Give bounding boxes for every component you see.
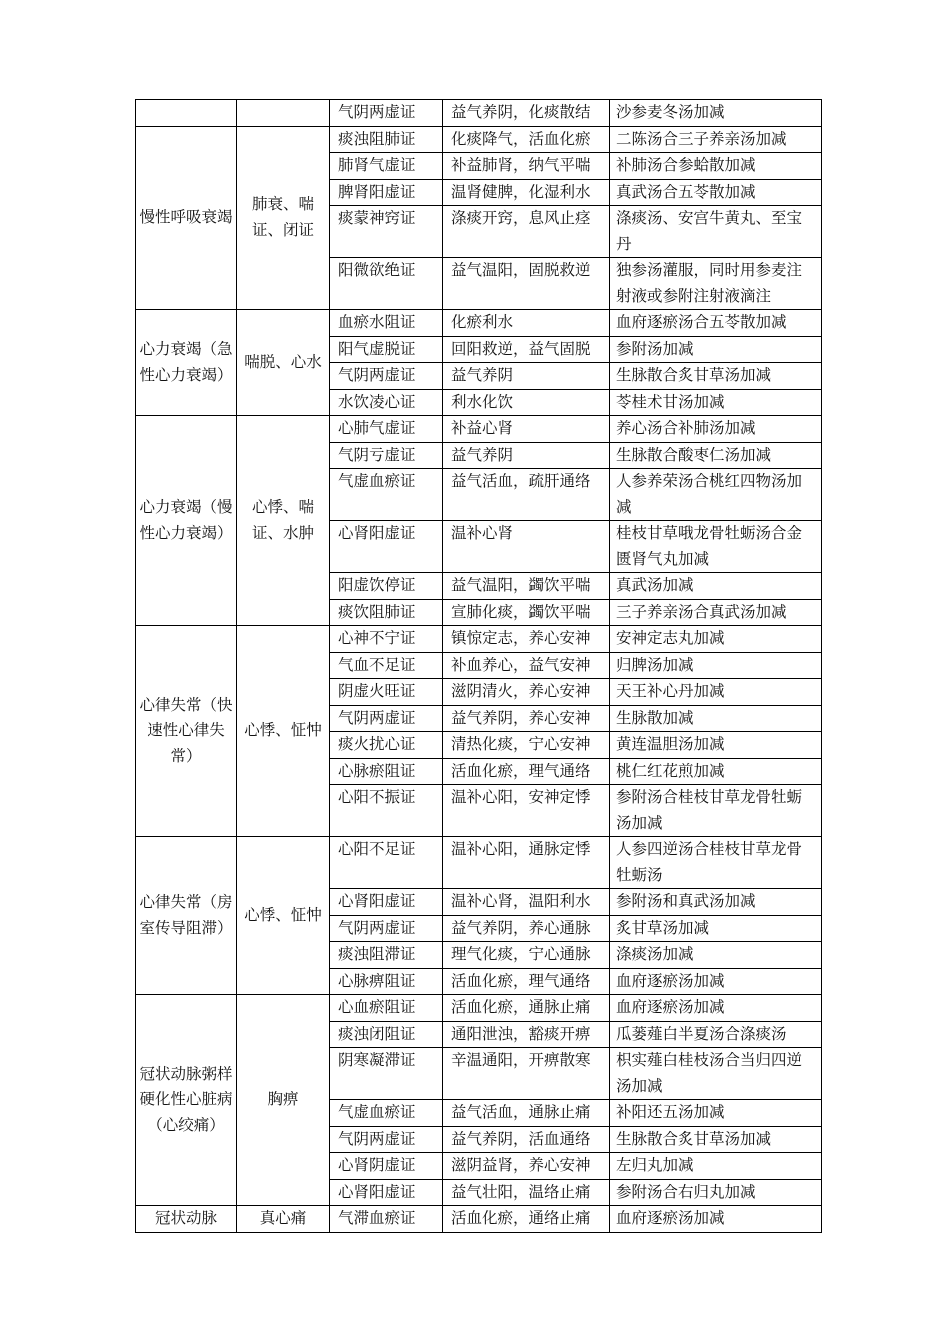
table-body: [136, 100, 822, 1233]
tcm-category-cell: 肺衰、喘证、闭证: [237, 126, 330, 310]
table-row: [136, 626, 822, 653]
treatment-method-cell: 益气温阳，固脱救逆: [443, 258, 610, 310]
tcm-category-cell: 心悸、怔忡: [237, 626, 330, 837]
syndrome-type-cell: 心脉痹阻证: [330, 968, 443, 995]
treatment-method-cell: 益气养阴: [443, 363, 610, 390]
prescription-cell: 天王补心丹加减: [610, 679, 822, 706]
table-row: [136, 126, 822, 153]
treatment-method-cell: 补血养心，益气安神: [443, 652, 610, 679]
syndrome-type-cell: 阴寒凝滞证: [330, 1048, 443, 1100]
prescription-cell: 沙参麦冬汤加减: [610, 100, 822, 127]
prescription-cell: 涤痰汤加减: [610, 942, 822, 969]
tcm-syndrome-table: [135, 99, 822, 1233]
disease-cell: [136, 100, 237, 127]
prescription-cell: 桃仁红花煎加减: [610, 758, 822, 785]
prescription-cell: 生脉散合酸枣仁汤加减: [610, 442, 822, 469]
treatment-method-cell: 益气温阳，蠲饮平喘: [443, 573, 610, 600]
treatment-method-cell: 益气活血，通脉止痛: [443, 1100, 610, 1127]
prescription-cell: 血府逐瘀汤加减: [610, 1206, 822, 1233]
syndrome-type-cell: 阴虚火旺证: [330, 679, 443, 706]
syndrome-type-cell: 气阴两虚证: [330, 100, 443, 127]
table-row: [136, 416, 822, 443]
syndrome-type-cell: 心阳不振证: [330, 785, 443, 837]
treatment-method-cell: 活血化瘀，通络止痛: [443, 1206, 610, 1233]
syndrome-type-cell: 血瘀水阻证: [330, 310, 443, 337]
syndrome-type-cell: 气滞血瘀证: [330, 1206, 443, 1233]
treatment-method-cell: 补益肺肾，纳气平喘: [443, 153, 610, 180]
treatment-method-cell: 利水化饮: [443, 389, 610, 416]
prescription-cell: 涤痰汤、安宫牛黄丸、至宝丹: [610, 206, 822, 258]
syndrome-type-cell: 痰蒙神窍证: [330, 206, 443, 258]
syndrome-type-cell: 气虚血瘀证: [330, 1100, 443, 1127]
syndrome-type-cell: 心脉瘀阻证: [330, 758, 443, 785]
disease-cell: 心律失常（快速性心律失常）: [136, 626, 237, 837]
prescription-cell: 安神定志丸加减: [610, 626, 822, 653]
treatment-method-cell: 回阳救逆，益气固脱: [443, 336, 610, 363]
prescription-cell: 生脉散合炙甘草汤加减: [610, 1126, 822, 1153]
treatment-method-cell: 通阳泄浊，豁痰开痹: [443, 1021, 610, 1048]
disease-cell: 心力衰竭（急性心力衰竭）: [136, 310, 237, 416]
syndrome-type-cell: 脾肾阳虚证: [330, 179, 443, 206]
treatment-method-cell: 温补心阳，安神定悸: [443, 785, 610, 837]
prescription-cell: 人参四逆汤合桂枝甘草龙骨牡蛎汤: [610, 837, 822, 889]
tcm-category-cell: 胸痹: [237, 995, 330, 1206]
treatment-method-cell: 温补心肾，温阳利水: [443, 889, 610, 916]
table-row: [136, 995, 822, 1022]
syndrome-type-cell: 心血瘀阻证: [330, 995, 443, 1022]
syndrome-type-cell: 气阴两虚证: [330, 705, 443, 732]
table-row: [136, 100, 822, 127]
prescription-cell: 二陈汤合三子养亲汤加减: [610, 126, 822, 153]
syndrome-type-cell: 心肾阳虚证: [330, 521, 443, 573]
treatment-method-cell: 温补心阳，通脉定悸: [443, 837, 610, 889]
treatment-method-cell: 辛温通阳，开痹散寒: [443, 1048, 610, 1100]
treatment-method-cell: 清热化痰，宁心安神: [443, 732, 610, 759]
syndrome-type-cell: 肺肾气虚证: [330, 153, 443, 180]
syndrome-type-cell: 气阴两虚证: [330, 915, 443, 942]
treatment-method-cell: 补益心肾: [443, 416, 610, 443]
syndrome-type-cell: 痰饮阻肺证: [330, 599, 443, 626]
syndrome-type-cell: 气血不足证: [330, 652, 443, 679]
syndrome-type-cell: 心肺气虚证: [330, 416, 443, 443]
prescription-cell: 真武汤合五苓散加减: [610, 179, 822, 206]
prescription-cell: 枳实薤白桂枝汤合当归四逆汤加减: [610, 1048, 822, 1100]
treatment-method-cell: 滋阴益肾，养心安神: [443, 1153, 610, 1180]
disease-cell: 心力衰竭（慢性心力衰竭）: [136, 416, 237, 626]
prescription-cell: 三子养亲汤合真武汤加减: [610, 599, 822, 626]
disease-cell: 冠状动脉粥样硬化性心脏病（心绞痛）: [136, 995, 237, 1206]
syndrome-type-cell: 气虚血瘀证: [330, 469, 443, 521]
prescription-cell: 血府逐瘀汤合五苓散加减: [610, 310, 822, 337]
table-row: [136, 1206, 822, 1233]
syndrome-type-cell: 心肾阳虚证: [330, 1179, 443, 1206]
treatment-method-cell: 理气化痰，宁心通脉: [443, 942, 610, 969]
tcm-category-cell: 心悸、怔忡: [237, 837, 330, 995]
syndrome-type-cell: 痰浊闭阻证: [330, 1021, 443, 1048]
treatment-method-cell: 益气养阴，化痰散结: [443, 100, 610, 127]
prescription-cell: 炙甘草汤加减: [610, 915, 822, 942]
prescription-cell: 补肺汤合参蛤散加减: [610, 153, 822, 180]
treatment-method-cell: 益气壮阳，温络止痛: [443, 1179, 610, 1206]
treatment-method-cell: 滋阴清火，养心安神: [443, 679, 610, 706]
prescription-cell: 归脾汤加减: [610, 652, 822, 679]
prescription-cell: 参附汤加减: [610, 336, 822, 363]
treatment-method-cell: 化瘀利水: [443, 310, 610, 337]
syndrome-type-cell: 心阳不足证: [330, 837, 443, 889]
syndrome-type-cell: 痰火扰心证: [330, 732, 443, 759]
syndrome-type-cell: 气阴两虚证: [330, 363, 443, 390]
treatment-method-cell: 活血化瘀，理气通络: [443, 968, 610, 995]
syndrome-type-cell: 水饮凌心证: [330, 389, 443, 416]
tcm-category-cell: 心悸、喘证、水肿: [237, 416, 330, 626]
treatment-method-cell: 化痰降气，活血化瘀: [443, 126, 610, 153]
syndrome-type-cell: 阳气虚脱证: [330, 336, 443, 363]
table-row: [136, 310, 822, 337]
treatment-method-cell: 益气养阴，养心通脉: [443, 915, 610, 942]
prescription-cell: 生脉散加减: [610, 705, 822, 732]
tcm-category-cell: [237, 100, 330, 127]
prescription-cell: 血府逐瘀汤加减: [610, 995, 822, 1022]
treatment-method-cell: 宣肺化痰，蠲饮平喘: [443, 599, 610, 626]
prescription-cell: 补阳还五汤加减: [610, 1100, 822, 1127]
treatment-method-cell: 温补心肾: [443, 521, 610, 573]
table-row: [136, 837, 822, 889]
prescription-cell: 左归丸加减: [610, 1153, 822, 1180]
treatment-method-cell: 益气活血，疏肝通络: [443, 469, 610, 521]
prescription-cell: 参附汤合右归丸加减: [610, 1179, 822, 1206]
syndrome-type-cell: 气阴两虚证: [330, 1126, 443, 1153]
treatment-method-cell: 镇惊定志，养心安神: [443, 626, 610, 653]
syndrome-type-cell: 气阴亏虚证: [330, 442, 443, 469]
prescription-cell: 瓜蒌薤白半夏汤合涤痰汤: [610, 1021, 822, 1048]
prescription-cell: 独参汤灌服，同时用参麦注射液或参附注射液滴注: [610, 258, 822, 310]
disease-cell: 心律失常（房室传导阻滞）: [136, 837, 237, 995]
syndrome-type-cell: 心肾阳虚证: [330, 889, 443, 916]
syndrome-type-cell: 痰浊阻肺证: [330, 126, 443, 153]
syndrome-type-cell: 阳虚饮停证: [330, 573, 443, 600]
syndrome-type-cell: 阳微欲绝证: [330, 258, 443, 310]
prescription-cell: 苓桂术甘汤加减: [610, 389, 822, 416]
syndrome-type-cell: 心肾阴虚证: [330, 1153, 443, 1180]
prescription-cell: 参附汤和真武汤加减: [610, 889, 822, 916]
treatment-method-cell: 温肾健脾，化湿利水: [443, 179, 610, 206]
syndrome-type-cell: 心神不宁证: [330, 626, 443, 653]
syndrome-type-cell: 痰浊阻滞证: [330, 942, 443, 969]
tcm-category-cell: 真心痛: [237, 1206, 330, 1233]
prescription-cell: 黄连温胆汤加减: [610, 732, 822, 759]
prescription-cell: 真武汤加减: [610, 573, 822, 600]
treatment-method-cell: 活血化瘀，理气通络: [443, 758, 610, 785]
prescription-cell: 人参养荣汤合桃红四物汤加减: [610, 469, 822, 521]
treatment-method-cell: 益气养阴，活血通络: [443, 1126, 610, 1153]
treatment-method-cell: 益气养阴，养心安神: [443, 705, 610, 732]
disease-cell: 慢性呼吸衰竭: [136, 126, 237, 310]
prescription-cell: 养心汤合补肺汤加减: [610, 416, 822, 443]
prescription-cell: 血府逐瘀汤加减: [610, 968, 822, 995]
prescription-cell: 生脉散合炙甘草汤加减: [610, 363, 822, 390]
prescription-cell: 桂枝甘草哦龙骨牡蛎汤合金匮肾气丸加减: [610, 521, 822, 573]
disease-cell: 冠状动脉: [136, 1206, 237, 1233]
prescription-cell: 参附汤合桂枝甘草龙骨牡蛎汤加减: [610, 785, 822, 837]
treatment-method-cell: 活血化瘀，通脉止痛: [443, 995, 610, 1022]
tcm-category-cell: 喘脱、心水: [237, 310, 330, 416]
treatment-method-cell: 涤痰开窍，息风止痉: [443, 206, 610, 258]
treatment-method-cell: 益气养阴: [443, 442, 610, 469]
